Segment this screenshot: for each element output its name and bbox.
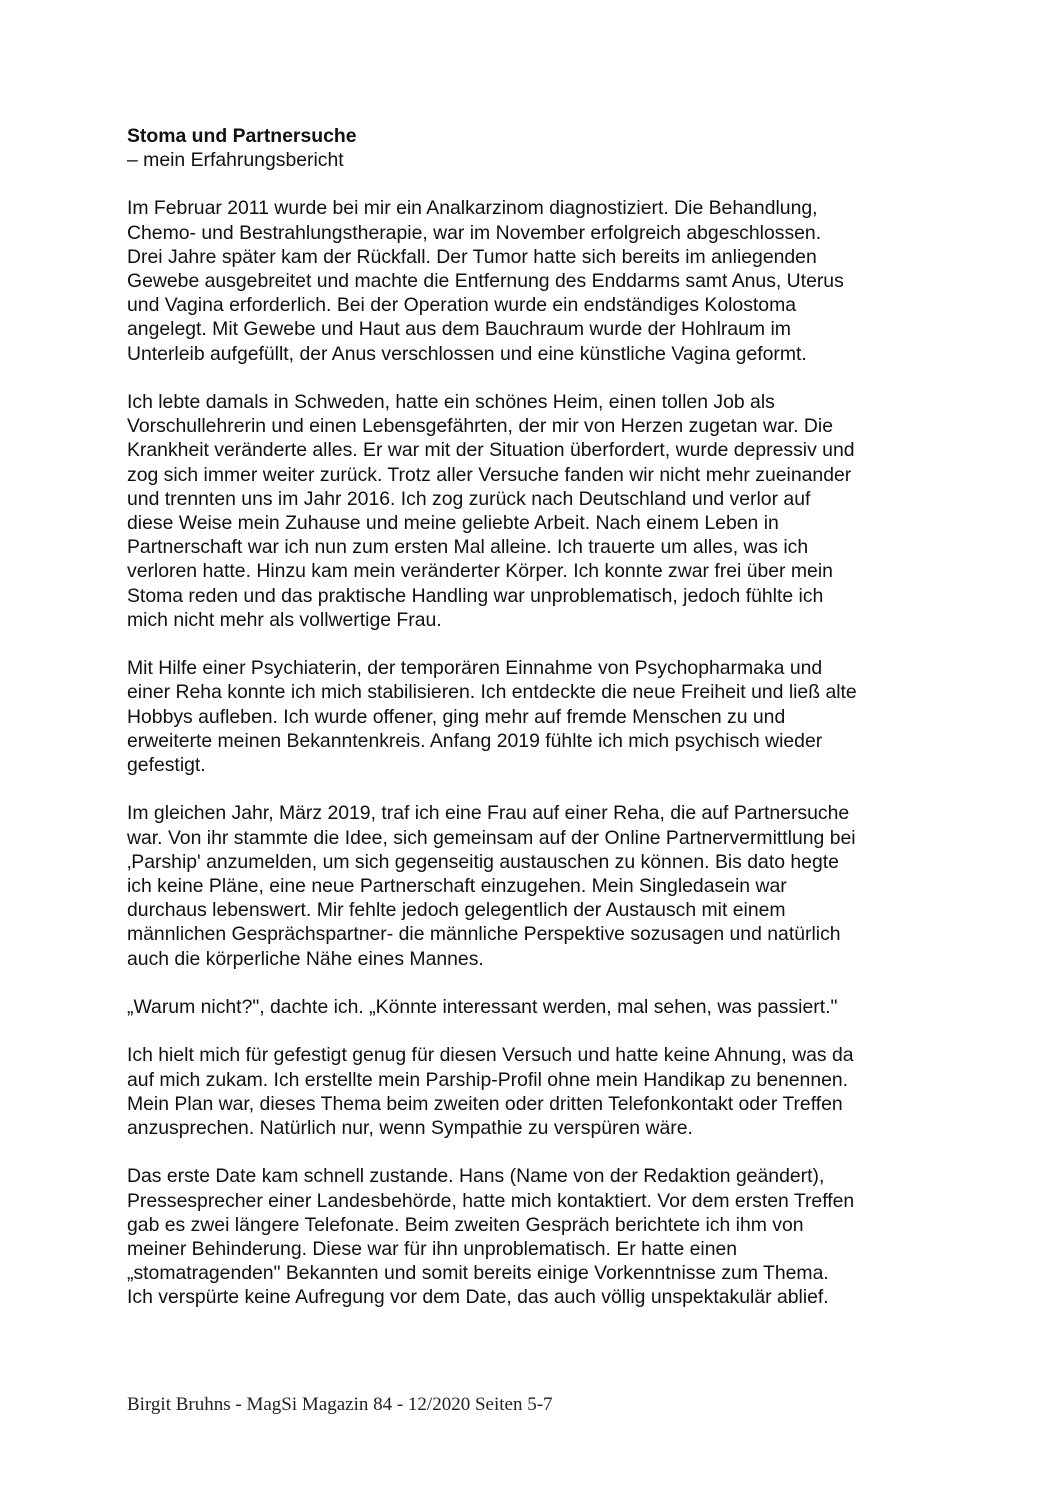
paragraph-line: Ich lebte damals in Schweden, hatte ein schönes Heim, einen tollen Job als bbox=[127, 391, 775, 414]
paragraph-line: Hobbys aufleben. Ich wurde offener, ging mehr auf fremde Menschen zu und bbox=[127, 705, 786, 728]
paragraph-line: Im gleichen Jahr, März 2019, traf ich eine Frau auf einer Reha, die auf Partnersuche bbox=[127, 802, 850, 825]
article-paragraph bbox=[127, 390, 937, 632]
paragraph-line: einer Reha konnte ich mich stabilisieren. Ich entdeckte die neue Freiheit und ließ alte bbox=[127, 681, 857, 704]
paragraph-line: Mein Plan war, dieses Thema beim zweiten oder dritten Telefonkontakt oder Treffen bbox=[127, 1092, 843, 1115]
paragraph-line: Gewebe ausgebreitet und machte die Entfernung des Enddarms samt Anus, Uterus bbox=[127, 270, 844, 293]
paragraph-line: Das erste Date kam schnell zustande. Hans (Name von der Redaktion geändert), bbox=[127, 1165, 825, 1188]
paragraph-line: auch die körperliche Nähe eines Mannes. bbox=[127, 947, 484, 970]
paragraph-line: Ich hielt mich für gefestigt genug für diesen Versuch und hatte keine Ahnung, was da bbox=[127, 1044, 854, 1067]
paragraph-line: „Warum nicht?", dachte ich. „Könnte interessant werden, mal sehen, was passiert." bbox=[127, 996, 838, 1019]
paragraph-line: diese Weise mein Zuhause und meine geliebte Arbeit. Nach einem Leben in bbox=[127, 512, 779, 535]
article-paragraph bbox=[127, 801, 937, 970]
paragraph-line: Mit Hilfe einer Psychiaterin, der temporären Einnahme von Psychopharmaka und bbox=[127, 657, 823, 680]
paragraph-line: Partnerschaft war ich nun zum ersten Mal alleine. Ich trauerte um alles, was ich bbox=[127, 536, 809, 559]
article-paragraph bbox=[127, 196, 937, 365]
article-subtitle: – mein Erfahrungsbericht bbox=[127, 149, 344, 172]
paragraph-line: Pressesprecher einer Landesbehörde, hatte mich kontaktiert. Vor dem ersten Treffen bbox=[127, 1189, 855, 1212]
article-body bbox=[127, 124, 937, 1334]
paragraph-line: verloren hatte. Hinzu kam mein veränderter Körper. Ich konnte zwar frei über mein bbox=[127, 560, 833, 583]
paragraph-line: „stomatragenden" Bekannten und somit bereits einige Vorkenntnisse zum Thema. bbox=[127, 1262, 829, 1285]
article-paragraph bbox=[127, 656, 937, 777]
paragraph-line: anzusprechen. Natürlich nur, wenn Sympathie zu verspüren wäre. bbox=[127, 1117, 693, 1140]
paragraph-line: Stoma reden und das praktische Handling war unproblematisch, jedoch fühlte ich bbox=[127, 584, 824, 607]
paragraph-line: war. Von ihr stammte die Idee, sich gemeinsam auf der Online Partnervermittlung bei bbox=[127, 826, 856, 849]
article-paragraph bbox=[127, 1043, 937, 1140]
paragraph-line: zog sich immer weiter zurück. Trotz aller Versuche fanden wir nicht mehr zueinander bbox=[127, 463, 852, 486]
paragraph-line: Chemo- und Bestrahlungstherapie, war im November erfolgreich abgeschlossen. bbox=[127, 221, 822, 244]
paragraph-line: ich keine Pläne, eine neue Partnerschaft einzugehen. Mein Singledasein war bbox=[127, 875, 787, 898]
paragraph-line: Im Februar 2011 wurde bei mir ein Analkarzinom diagnostiziert. Die Behandlung, bbox=[127, 197, 818, 220]
paragraph-line: Krankheit veränderte alles. Er war mit der Situation überfordert, wurde depressiv und bbox=[127, 439, 855, 462]
paragraph-line: mich nicht mehr als vollwertige Frau. bbox=[127, 608, 442, 631]
paragraph-line: Ich verspürte keine Aufregung vor dem Date, das auch völlig unspektakulär ablief. bbox=[127, 1286, 829, 1309]
article-paragraphs bbox=[127, 196, 937, 1309]
paragraph-line: gab es zwei längere Telefonate. Beim zweiten Gespräch berichtete ich ihm von bbox=[127, 1213, 804, 1236]
paragraph-line: gefestigt. bbox=[127, 754, 206, 777]
paragraph-line: und trennten uns im Jahr 2016. Ich zog zurück nach Deutschland und verlor auf bbox=[127, 487, 811, 510]
page-footer: Birgit Bruhns - MagSi Magazin 84 - 12/2020 Seiten 5-7 bbox=[127, 1394, 553, 1415]
paragraph-line: Vorschullehrerin und einen Lebensgefährten, der mir von Herzen zugetan war. Die bbox=[127, 415, 834, 438]
article-heading bbox=[127, 124, 937, 172]
paragraph-line: ‚Parship' anzumelden, um sich gegenseitig austauschen zu können. Bis dato hegte bbox=[127, 850, 839, 873]
article-paragraph bbox=[127, 995, 937, 1019]
paragraph-line: Unterleib aufgefüllt, der Anus verschlossen und eine künstliche Vagina geformt. bbox=[127, 342, 807, 365]
paragraph-line: männlichen Gesprächspartner- die männliche Perspektive sozusagen und natürlich bbox=[127, 923, 841, 946]
paragraph-line: und Vagina erforderlich. Bei der Operation wurde ein endständiges Kolostoma bbox=[127, 294, 797, 317]
paragraph-line: durchaus lebenswert. Mir fehlte jedoch gelegentlich der Austausch mit einem bbox=[127, 899, 786, 922]
paragraph-line: angelegt. Mit Gewebe und Haut aus dem Bauchraum wurde der Hohlraum im bbox=[127, 318, 791, 341]
article-title: Stoma und Partnersuche bbox=[127, 125, 357, 147]
paragraph-line: Drei Jahre später kam der Rückfall. Der Tumor hatte sich bereits im anliegenden bbox=[127, 245, 817, 268]
paragraph-line: meiner Behinderung. Diese war für ihn unproblematisch. Er hatte einen bbox=[127, 1238, 738, 1261]
paragraph-line: auf mich zukam. Ich erstellte mein Parship-Profil ohne mein Handikap zu benennen. bbox=[127, 1068, 849, 1091]
paragraph-line: erweiterte meinen Bekanntenkreis. Anfang 2019 fühlte ich mich psychisch wieder bbox=[127, 729, 823, 752]
article-paragraph bbox=[127, 1164, 937, 1309]
